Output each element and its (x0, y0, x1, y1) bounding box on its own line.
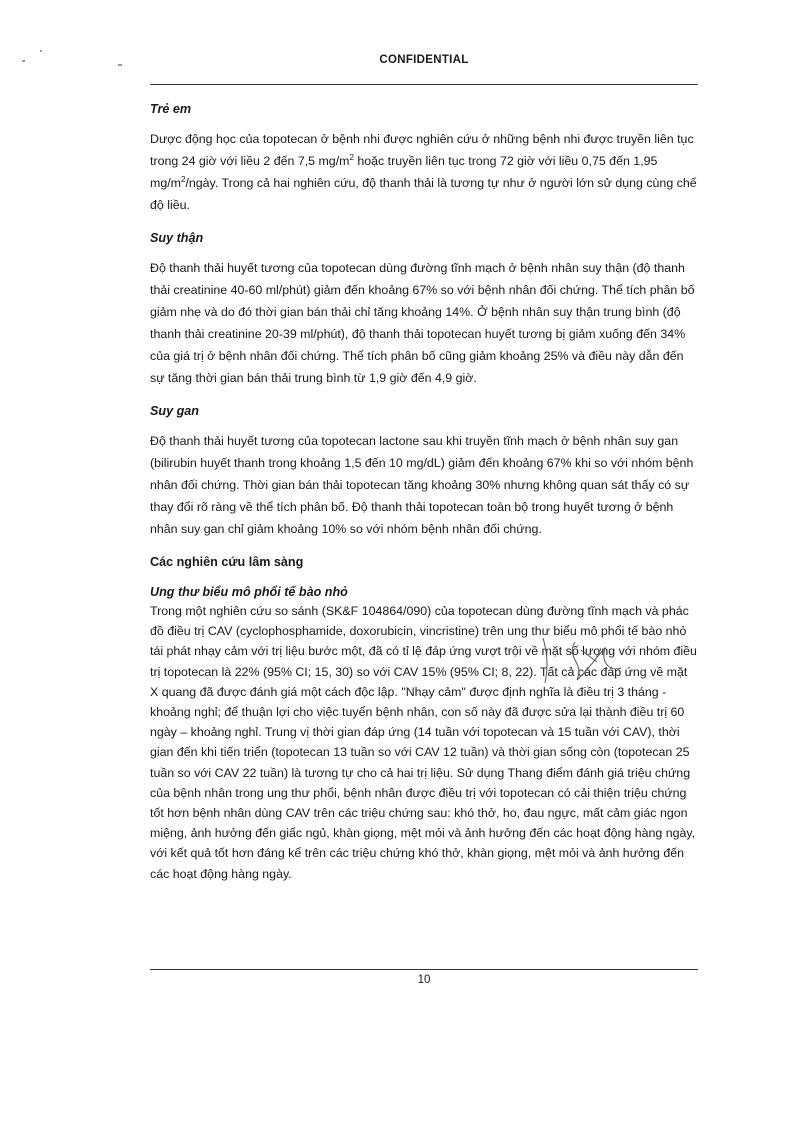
footer-rule (150, 969, 698, 970)
handwritten-signature (535, 628, 625, 688)
header-rule (150, 84, 698, 85)
document-body (150, 98, 698, 895)
scan-speck (118, 64, 122, 66)
paragraph-sclc: Trong một nghiên cứu so sánh (SK&F 104864/090) của topotecan dùng đường tĩnh mạch và phác đồ điều trị CAV (cyclophosphamide, doxorubicin, vincristine) trên ung thư biểu mô phổi tế bào nhỏ tái phát nhạy cảm với trị liệu bước một, đã có tỉ lệ đáp ứng vượt trội về mặt số lượng với nhóm điều trị topotecan là 22% (95% CI; 15, 30) so với CAV 15% (95% CI; 8, 22). Tất cả các đáp ứng về mặt X quang đã được đánh giá một cách độc lập. "Nhạy cảm" được định nghĩa là điều trị 3 tháng - khoảng nghỉ; để thuận lợi cho việc tuyển bệnh nhân, con số này đã được sửa lại thành điều trị 60 ngày – khoảng nghỉ. Trung vị thời gian đáp ứng (14 tuần với topotecan và 15 tuần với CAV), thời gian đến khi tiến triển (topotecan 13 tuần so với CAV 12 tuần) và thời gian sống còn (topotecan 25 tuần so với CAV 22 tuần) là tương tự cho cả hai trị liệu. Sử dụng Thang điểm đánh giá triệu chứng của bệnh nhân trong ung thư phổi, bệnh nhân được điều trị với topotecan có cải thiện triệu chứng tốt hơn bệnh nhân dùng CAV trên các triệu chứng sau: khó thở, ho, đau ngực, mất cảm giác ngon miệng, ảnh hưởng đến giấc ngủ, khàn giọng, mệt mỏi và ảnh hưởng đến các hoạt động hàng ngày, với kết quả tốt hơn đáng kể trên các triệu chứng khó thở, khàn giọng, mệt mỏi và ảnh hưởng đến các hoạt động hàng ngày. (150, 604, 697, 881)
section-heading-clinical-studies: Các nghiên cứu lâm sàng (150, 555, 304, 569)
section-heading-children: Trẻ em (150, 102, 192, 116)
section-heading-renal: Suy thận (150, 231, 204, 245)
scan-speck (40, 50, 42, 52)
paragraph-children: Dược động học của topotecan ở bệnh nhi được nghiên cứu ở những bệnh nhi được truyền liên tục trong 24 giờ với liều 2 đến 7,5 $mg/m^2$ hoặc truyền liên tục trong 72 giờ với liều 0,75 đến 1,95 $mg/m^2$/ngày. Trong cả hai nghiên cứu, độ thanh thải là tương tự như ở người lớn sử dụng cùng chế độ liều. (150, 132, 697, 212)
scan-speck (22, 60, 25, 62)
page-number: 10 (417, 974, 431, 986)
section-heading-sclc: Ung thư biểu mô phổi tế bào nhỏ (150, 585, 348, 599)
paragraph-hepatic: Độ thanh thải huyết tương của topotecan lactone sau khi truyền tĩnh mạch ở bệnh nhân suy gan (bilirubin huyết thanh trong khoảng 1,5 đến 10 mg/dL) giảm đến khoảng 67% khi so với nhóm bệnh nhân đối chứng. Thời gian bán thải topotecan tăng khoảng 30% nhưng không quan sát thấy có sự thay đổi rõ ràng về thể tích phân bố. Độ thanh thải topotecan toàn bộ trong huyết tương ở bệnh nhân suy gan chỉ giảm khoảng 10% so với nhóm bệnh nhân đối chứng. (150, 434, 694, 536)
confidential-header: CONFIDENTIAL (379, 54, 469, 66)
paragraph-renal: Độ thanh thải huyết tương của topotecan dùng đường tĩnh mạch ở bệnh nhân suy thận (độ thanh thải creatinine 40-60 ml/phút) giảm đến khoảng 67% so với bệnh nhân đối chứng. Thể tích phân bố giảm nhẹ và do đó thời gian bán thải chỉ tăng khoảng 14%. Ở bệnh nhân suy thận trung bình (độ thanh thải creatinine 20-39 ml/phút), độ thanh thải topotecan huyết tương bị giảm xuống đến 34% của giá trị ở bệnh nhân đối chứng. Thể tích phân bố cũng giảm khoảng 25% và điều này dẫn đến sự tăng thời gian bán thải trung bình từ 1,9 giờ đến 4,9 giờ. (150, 261, 695, 385)
section-heading-hepatic: Suy gan (150, 404, 199, 418)
